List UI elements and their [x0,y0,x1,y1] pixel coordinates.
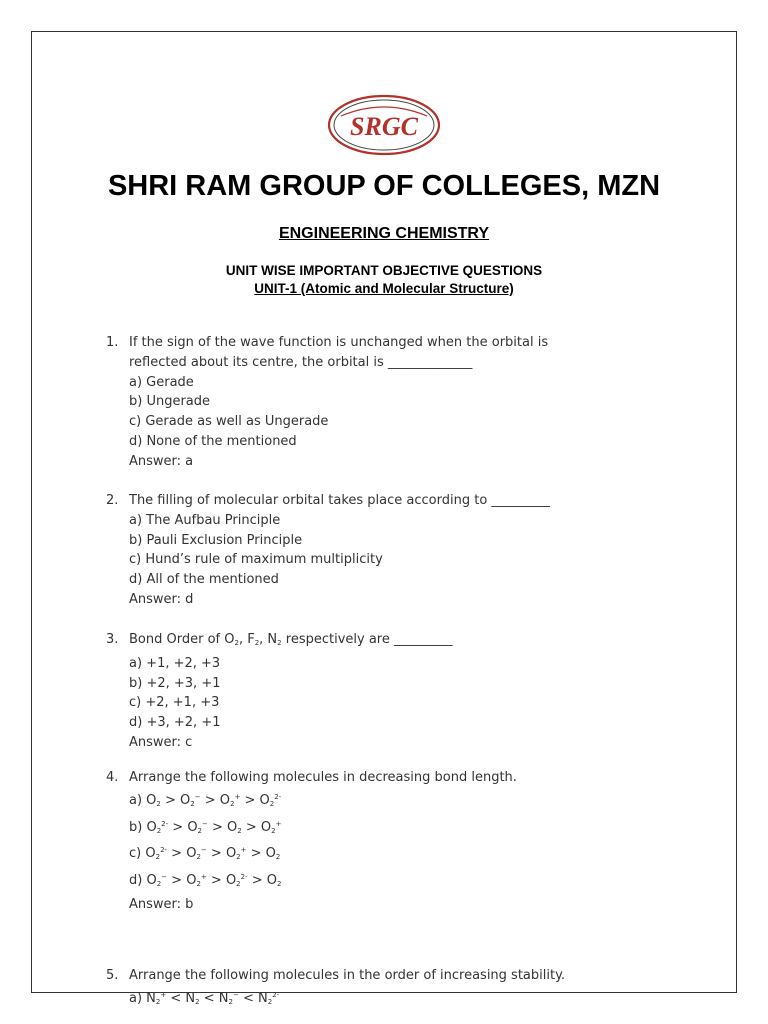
option-d: d) +3, +2, +1 [129,715,221,731]
answer: Answer: c [129,734,193,750]
option-b: b) $O_2^{2-} > O_2^- > O_2 > O_2^+$ [129,819,282,835]
question-stem-cont: reflected about its centre, the orbital is _____________ [129,354,473,370]
option-b: b) Ungerade [129,394,211,410]
question-stem: If the sign of the wave function is unchanged when the orbital is [129,335,549,350]
option-b: b) Pauli Exclusion Principle [129,532,303,548]
answer: Answer: a [129,453,194,469]
option-c: c) Gerade as well as Ungerade [129,414,329,430]
answer: Answer: b [129,896,194,912]
option-a: a) The Aufbau Principle [129,512,281,528]
option-b: b) +2, +3, +1 [129,675,221,691]
subject-title: ENGINEERING CHEMISTRY [278,225,490,242]
question-number: 1. [106,335,119,350]
option-a: a) +1, +2, +3 [129,655,221,671]
section-title: UNIT WISE IMPORTANT OBJECTIVE QUESTIONS [225,263,543,278]
question-stem: Arrange the following molecules in decreasing bond length. [129,770,517,785]
option-a: a) Gerade [129,374,194,390]
option-c: c) Hund’s rule of maximum multiplicity [129,552,383,568]
question-number: 5. [106,968,119,983]
svg-text:SRGC: SRGC [350,112,418,141]
option-c: c) +2, +1, +3 [129,695,220,711]
question-number: 2. [106,493,119,508]
option-d: d) All of the mentioned [129,572,279,588]
question-2 [106,491,666,610]
question-3 [106,630,666,753]
answer: Answer: d [129,591,194,607]
question-stem: Arrange the following molecules in the order of increasing stability. [129,968,566,983]
question-1 [106,333,666,472]
question-stem: The filling of molecular orbital takes place according to _________ [129,493,550,508]
option-a: a) $O_2 > O_2^- > O_2^+ > O_2^{2-}$ [129,792,282,808]
question-number: 4. [106,770,119,785]
question-5 [106,966,666,1013]
option-d: d) None of the mentioned [129,433,297,449]
college-logo [327,94,441,156]
question-number: 3. [106,632,119,647]
option-a: a) $N_2^+ < N_2 < N_2^- < N_2^{2-}$ [129,990,280,1006]
option-d: d) $O_2^- > O_2^+ > O_2^{2-} > O_2$ [129,873,282,889]
question-stem: Bond Order of $O_2$, $F_2$, $N_2$ respectively are _________ [129,632,453,647]
question-4 [106,768,666,915]
unit-title: UNIT-1 (Atomic and Molecular Structure) [254,281,514,296]
college-title: SHRI RAM GROUP OF COLLEGES, MZN [107,170,661,202]
option-c: c) $O_2^{2-} > O_2^- > O_2^+ > O_2$ [129,846,281,862]
